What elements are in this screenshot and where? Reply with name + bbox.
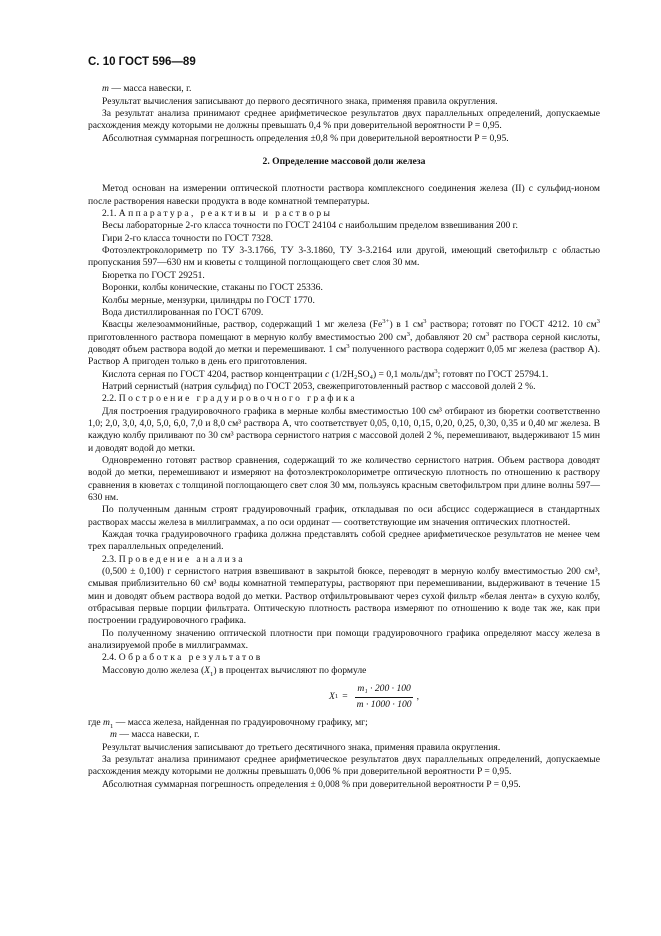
- s23-paragraph-1: (0,500 ± 0,100) г сернистого натрия взвешивают в закрытой бюксе, переводят в мерную колбу вместимостью 200 см³, смывая приблизительно 60 см³ воды комнатной температуры, растворяют при перемешивании, выдерживают в течение 15 мин и доводят объем раствора водой до метки. Раствор отфильтровывают через сухой фильтр «белая лента» в сухую колбу, отбрасывая первые порции фильтрата. Оптическую плотность раствора измеряют по отношению к воде так же, как при построении градуировочного графика.: [88, 566, 600, 627]
- formula-eq: =: [342, 690, 348, 702]
- subsection-number: 2.3.: [102, 553, 117, 565]
- formula-numerator: m₁ · 200 · 100: [355, 683, 412, 697]
- text-run: Квасцы железоаммонийные, раствор, содержащий 1 мг железа (Fe: [102, 319, 383, 331]
- formula-x1: X 1 = $\frac{\text{m₁ · 200 · 100}}{m \cdot 1000 \cdot 100}$ ,: [329, 683, 419, 710]
- equipment-list: [88, 220, 600, 319]
- top-paragraph-1: Результат вычисления записывают до первого десятичного знака, применяя правила округления.: [102, 95, 498, 107]
- mass-definition: [88, 83, 600, 95]
- var-x: X: [204, 664, 211, 676]
- text-run: полученного раствора содержит 0,05 мг железа (раствор А). Раствор А пригоден только в день его приготовления.: [88, 343, 600, 368]
- s22-paragraph-2: Одновременно готовят раствор сравнения, содержащий то же количество сернистого натрия. Объем раствора доводят водой до метки, перемешивают и измеряют на фотоэлектроколориметре оптическую плотность по отношению к раствору сравнения в кюветах с толщиной поглощающего свет слоя 30 мм, пользуясь красным светофильтром при длине волны 597—630 нм.: [88, 454, 600, 503]
- superscript: 3: [434, 367, 438, 375]
- text-run: — масса железа, найденная по градуировочному графику, мг;: [113, 716, 368, 728]
- superscript: 3: [346, 342, 350, 350]
- text-run: раствора серной кислоты, доводят объем раствора водой до метки и перемешивают. 1 см: [88, 331, 601, 355]
- where-m1: [88, 717, 600, 729]
- list-item: Фотоэлектроколориметр по ТУ 3-3.1766, ТУ 3-3.1860, ТУ 3-3.2164 или другой, имеющий светофильтр с областью пропускания 597—630 нм и кюветы с толщиной поглощающего свет слоя 30 мм.: [88, 245, 600, 269]
- subsection-2-4-heading: [88, 652, 600, 664]
- var-m1: m: [103, 716, 110, 728]
- result-paragraph-2: За результат анализа принимают среднее арифметическое результатов двух параллельных определений, допускаемые расхождения между которыми не должны превышать 0,006 % при доверительной вероятности P = 0,95.: [88, 753, 600, 778]
- document-page: [88, 56, 600, 791]
- fraction: 1/2: [334, 368, 348, 380]
- top-paragraph-3: Абсолютная суммарная погрешность определения ±0,8 % при доверительной вероятности P = 0,95.: [102, 132, 509, 144]
- text-run: приготовленного раствора помещают в мерную колбу вместимостью 200 см: [88, 331, 407, 343]
- subsection-title: Проведение анализа: [118, 553, 245, 565]
- list-item: Воронки, колбы конические, стаканы по ГОСТ 25336.: [102, 282, 323, 294]
- subsection-title: Построение градуировочного графика: [118, 393, 357, 405]
- subscript: 1: [109, 722, 114, 730]
- result-paragraph-3: Абсолютная суммарная погрешность определения ± 0,008 % при доверительной вероятности P = 0,95.: [102, 778, 521, 790]
- result-paragraph-1: Результат вычисления записывают до третьего десятичного знака, применяя правила округления.: [102, 741, 501, 753]
- subsection-number: 2.4.: [102, 652, 117, 664]
- subsection-number: 2.2.: [102, 393, 117, 405]
- var-m: m: [110, 729, 117, 741]
- where-m: [88, 729, 600, 741]
- section-title: 2. Определение массовой доли железа: [262, 156, 426, 168]
- text-run: (: [329, 368, 335, 380]
- text-run: раствора; готовят по ГОСТ 4212. 10 см: [426, 319, 597, 331]
- var-c: c: [324, 368, 330, 380]
- var-m: m: [102, 83, 109, 95]
- text-run: ) = 0,1 моль/дм: [372, 368, 435, 380]
- subsection-2-1-heading: [88, 208, 600, 220]
- superscript: 3: [406, 330, 410, 338]
- formula-denominator: m · 1000 · 100: [356, 698, 412, 710]
- acid-paragraph: [88, 369, 600, 381]
- subsection-2-2-heading: [88, 393, 600, 405]
- mass-definition-text: — масса навески, г.: [108, 83, 192, 95]
- list-item: Колбы мерные, мензурки, цилиндры по ГОСТ 1770.: [102, 294, 315, 306]
- s22-paragraph-4: Каждая точка градуировочного графика должна представлять собой среднее арифметическое результатов не менее чем трех параллельных определений.: [88, 529, 600, 553]
- list-item: Весы лабораторные 2-го класса точности по ГОСТ 24104 с наибольшим пределом взвешивания 200 г.: [102, 220, 518, 232]
- list-item: Гири 2-го класса точности по ГОСТ 7328.: [102, 232, 274, 244]
- text-run: ) в процентах вычисляют по формуле: [213, 664, 367, 676]
- formula-fraction: [355, 683, 414, 711]
- s22-paragraph-3: По полученным данным строят градуировочный график, откладывая по оси абсцисс содержащиеся в стандартных растворах массы железа в миллиграммах, а по оси ординат — соответствующие им значения оптических плотностей.: [88, 504, 600, 528]
- text-run: Массовую долю железа (: [102, 664, 205, 676]
- formula-lhs: X: [329, 690, 335, 702]
- kvasцы-paragraph: [88, 319, 600, 368]
- superscript: 3+: [382, 318, 390, 325]
- formula-h2so4: H₂SO₄: [347, 368, 373, 380]
- formula-tail: ,: [416, 690, 419, 702]
- subscript: 1: [210, 670, 214, 678]
- superscript: 3: [423, 318, 427, 325]
- text-run: ; готовят по ГОСТ 25794.1.: [437, 368, 549, 380]
- subsection-2-3-heading: [88, 554, 600, 566]
- page-header: С. 10 ГОСТ 596—89: [88, 56, 196, 68]
- subsection-title: Аппаратура, реактивы и растворы: [118, 208, 333, 220]
- superscript: 3: [485, 330, 490, 338]
- subsection-number: 2.1.: [102, 208, 117, 220]
- text-run: , добавляют 20 см: [409, 331, 486, 343]
- list-item: Бюретка по ГОСТ 29251.: [102, 269, 205, 281]
- text-run: где: [88, 716, 103, 728]
- s22-paragraph-1: Для построения градуировочного графика в мерные колбы вместимостью 100 см³ отбирают из бюретки соответственно 1,0; 2,0, 3,0, 4,0, 5,0, 6,0, 7,0 и 8,0 см³ раствора А, что соответствует 0,05, 0,10, 0,15, 0,20, 0,25, 0,30, 0,35 и 0,40 мг железа. В каждую колбу приливают по 30 см³ раствора сернистого натрия с массовой долей 2 %, перемешивают, выдерживают 15 мин и доводят водой до метки.: [88, 405, 600, 454]
- text-run: Кислота серная по ГОСТ 4204, раствор концентрации: [102, 368, 325, 380]
- subsection-title: Обработка результатов: [118, 652, 263, 664]
- s23-paragraph-2: По полученному значению оптической плотности при помощи градуировочного графика определяют массу железа в анализируемой пробе в миллиграммах.: [88, 627, 600, 652]
- s24-intro: [88, 665, 600, 677]
- superscript: 3: [596, 318, 600, 325]
- list-item: Вода дистиллированная по ГОСТ 6709.: [102, 306, 264, 318]
- text-run: — масса навески, г.: [116, 729, 200, 741]
- top-paragraph-2: За результат анализа принимают среднее арифметическое результатов двух параллельных определений, допускаемые расхождения между которыми не должны превышать 0,4 % при доверительной вероятности P = 0,95.: [88, 108, 600, 132]
- natrium-paragraph: Натрий сернистый (натрия сульфид) по ГОСТ 2053, свежеприготовленный раствор с массовой долей 2 %.: [102, 380, 536, 392]
- method-intro: Метод основан на измерении оптической плотности раствора комплексного соединения железа (II) с сульфид-ионом после растворения навески продукта в воде комнатной температуры.: [88, 183, 600, 207]
- text-run: ) в 1 см: [389, 319, 424, 331]
